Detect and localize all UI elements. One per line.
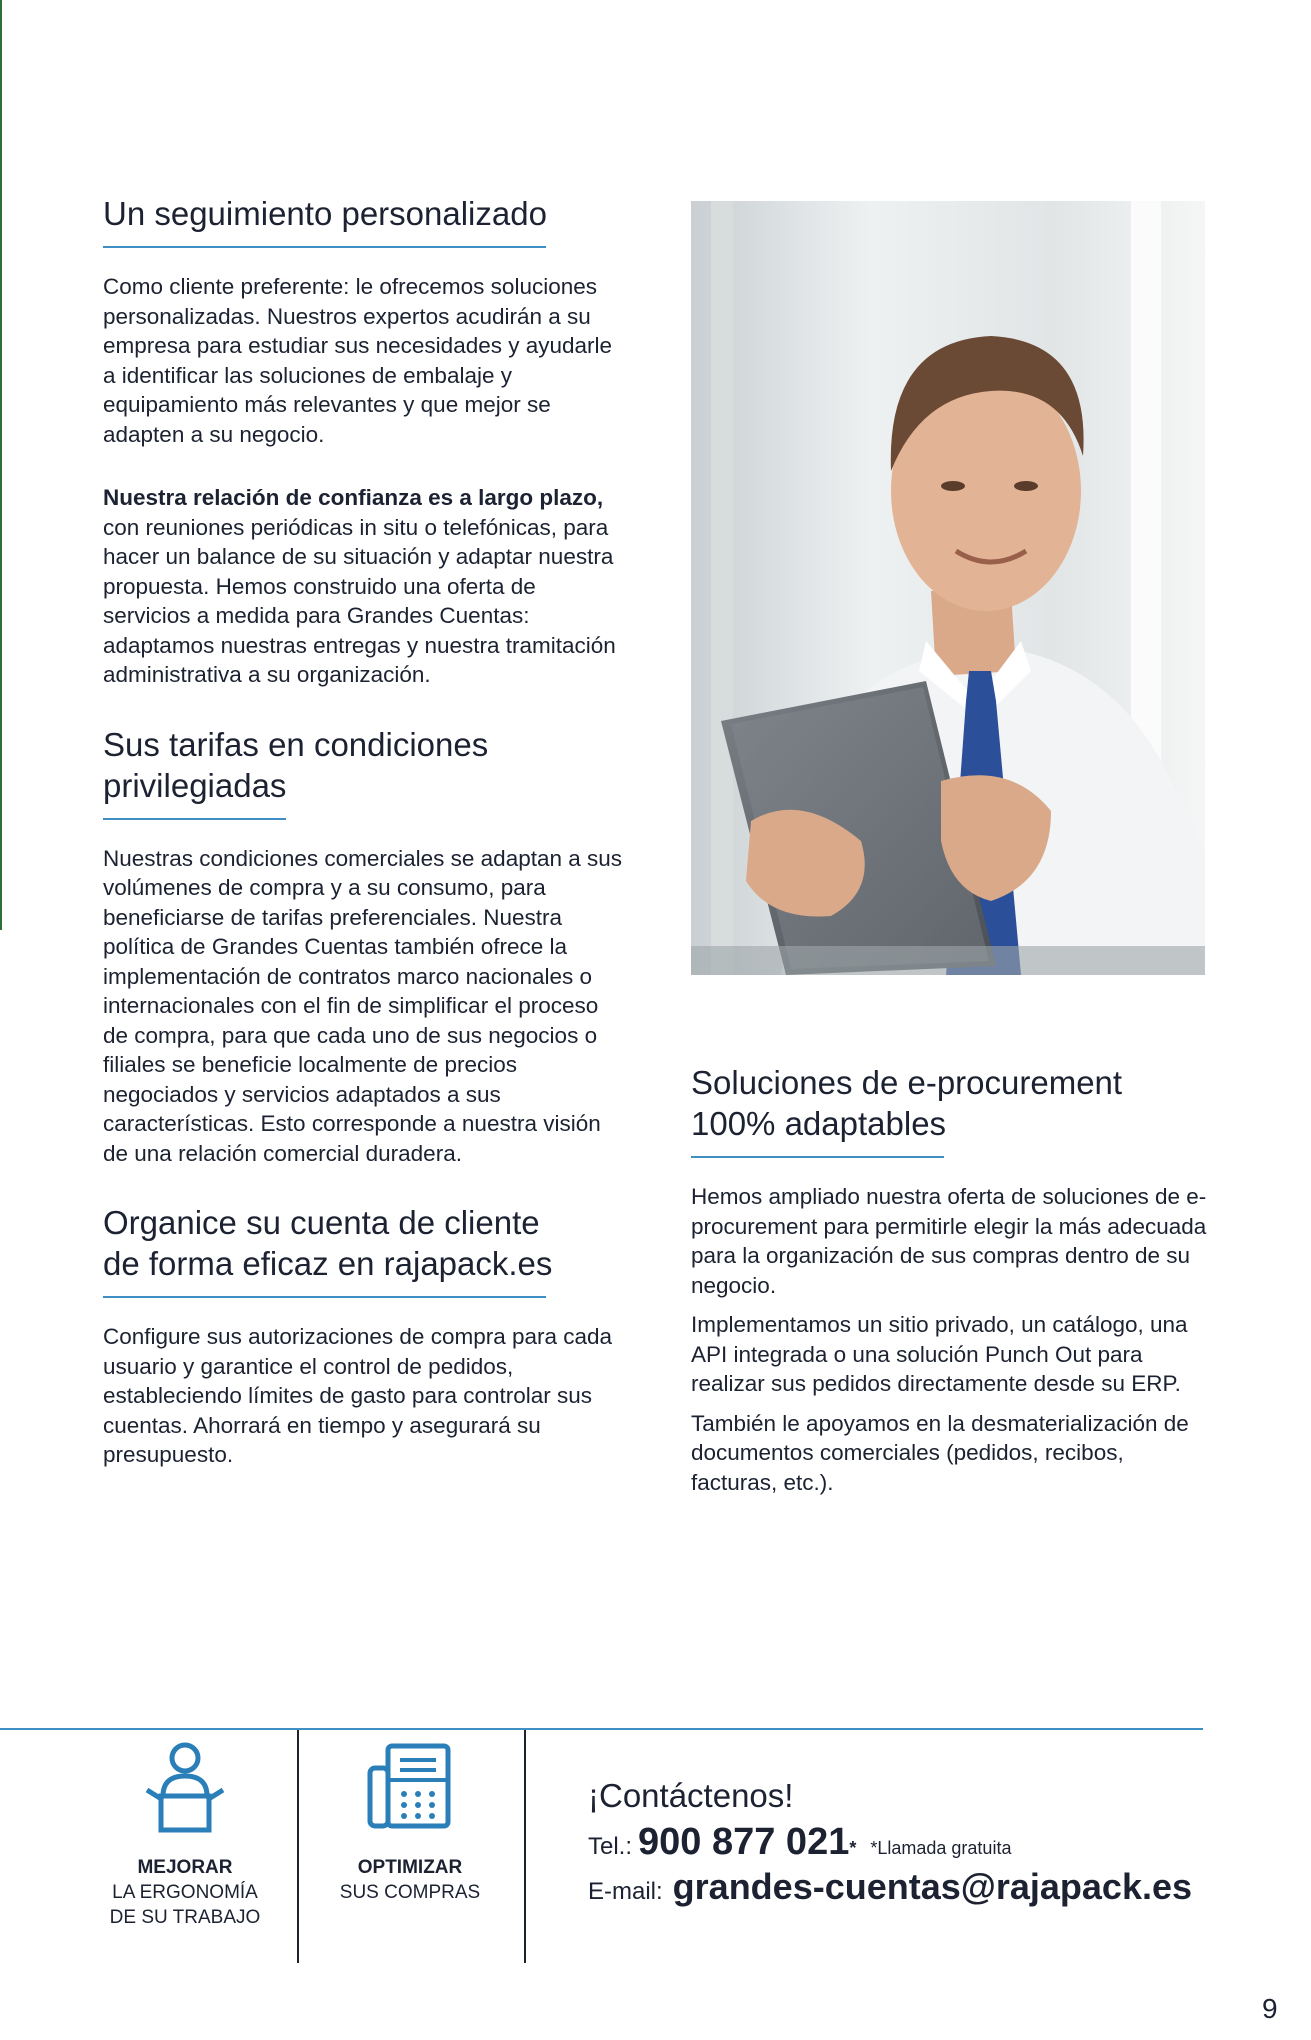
paragraph-seguimiento: Como cliente preferente: le ofrecemos soluciones personalizadas. Nuestros expertos acudirán a su empresa para estudiar sus necesidades y ayudarle a identificar las soluciones de embalaje y equipamiento más relevantes y que mejor se adapten a su negocio.: [103, 274, 613, 447]
email-row: [588, 1866, 1208, 1908]
footer-separator: [524, 1730, 526, 1963]
phone-label: Tel.:: [588, 1833, 633, 1860]
heading-rule: [103, 246, 546, 248]
paragraph-tarifas: Nuestras condiciones comerciales se adaptan a sus volúmenes de compra y a su consumo, para beneficiarse de tarifas preferenciales. Nuestra política de Grandes Cuentas también ofrece la implementación de contratos marco nacionales o internacionales con el fin de simplificar el proceso de compra, para que cada uno de sus negocios o filiales se beneficie localmente de precios negociados y servicios adaptados a sus características. Esto corresponde a nuestra visión de una relación comercial duradera.: [103, 845, 623, 1166]
phone-number[interactable]: 900 877 021: [638, 1821, 850, 1863]
paragraph-confianza-body: con reuniones periódicas in situ o telefónicas, para hacer un balance de su situación y adaptar nuestra propuesta. Hemos construido una oferta de servicios a medida para Grandes Cuentas: adaptamos nuestras entregas y nuestra tramitación administrativa a su organización.: [103, 514, 616, 687]
heading-line: Soluciones de e-procurement: [691, 1064, 1123, 1101]
paragraph-cuenta: Configure sus autorizaciones de compra para cada usuario y garantice el control de pedidos, estableciendo límites de gasto para controlar sus cuentas. Ahorrará en tiempo y asegurará su presupuesto.: [103, 1324, 613, 1467]
heading-rule: [103, 1296, 546, 1298]
contact-block: [588, 1775, 1208, 1910]
benefit-title: OPTIMIZAR: [357, 1857, 463, 1878]
heading-rule: [103, 818, 286, 820]
phone-row: [588, 1821, 1208, 1864]
paragraph-confianza: [103, 483, 623, 690]
benefit-title: MEJORAR: [137, 1857, 233, 1878]
fax-machine-icon: [320, 1740, 500, 1843]
phone-note: *Llamada gratuita: [870, 1838, 1012, 1858]
heading-rule: [691, 1156, 944, 1158]
contact-title: ¡Contáctenos!: [588, 1777, 794, 1814]
footer-separator: [297, 1730, 299, 1963]
benefit-ergonomia: [95, 1740, 275, 1930]
section-heading-seguimiento: Un seguimiento personalizado: [103, 195, 547, 232]
footer-divider: [0, 1728, 1203, 1730]
benefit-compras: [320, 1740, 500, 1905]
section-heading-cuenta: [103, 1202, 623, 1284]
heading-line: Organice su cuenta de cliente: [103, 1204, 540, 1241]
left-column: [103, 193, 623, 1504]
paragraph-eprocurement-2: Implementamos un sitio privado, un catálogo, una API integrada o una solución Punch Out para realizar sus pedidos directamente desde su ERP.: [691, 1312, 1188, 1396]
email-address[interactable]: grandes-cuentas@rajapack.es: [672, 1866, 1193, 1907]
ergonomic-workstation-icon: [95, 1740, 275, 1843]
heading-line: de forma eficaz en rajapack.es: [103, 1245, 553, 1282]
page-edge-line: [0, 0, 2, 930]
benefit-text: DE SU TRABAJO: [109, 1907, 261, 1928]
heading-line: privilegiadas: [103, 766, 287, 804]
benefit-text: SUS COMPRAS: [339, 1882, 481, 1903]
benefit-text: LA ERGONOMÍA: [112, 1882, 258, 1903]
section-heading-tarifas: [103, 724, 623, 806]
page-number: 9: [1262, 1993, 1278, 2024]
businessman-with-tablet-photo: [691, 201, 1205, 975]
paragraph-eprocurement-1: Hemos ampliado nuestra oferta de soluciones de e-procurement para permitirle elegir la más adecuada para la organización de sus compras dentro de su negocio.: [691, 1184, 1207, 1298]
bold-lead-text: Nuestra relación de confianza es a largo plazo,: [103, 485, 604, 510]
email-label: E-mail:: [588, 1878, 663, 1905]
paragraph-eprocurement-3: También le apoyamos en la desmaterialización de documentos comerciales (pedidos, recibos, facturas, etc.).: [691, 1410, 1189, 1495]
heading-line: Sus tarifas en condiciones: [103, 725, 489, 763]
right-column: [691, 1062, 1211, 1507]
phone-footnote-mark: *: [849, 1838, 857, 1858]
section-heading-eprocurement: [691, 1062, 1211, 1144]
heading-line: 100% adaptables: [691, 1105, 947, 1142]
